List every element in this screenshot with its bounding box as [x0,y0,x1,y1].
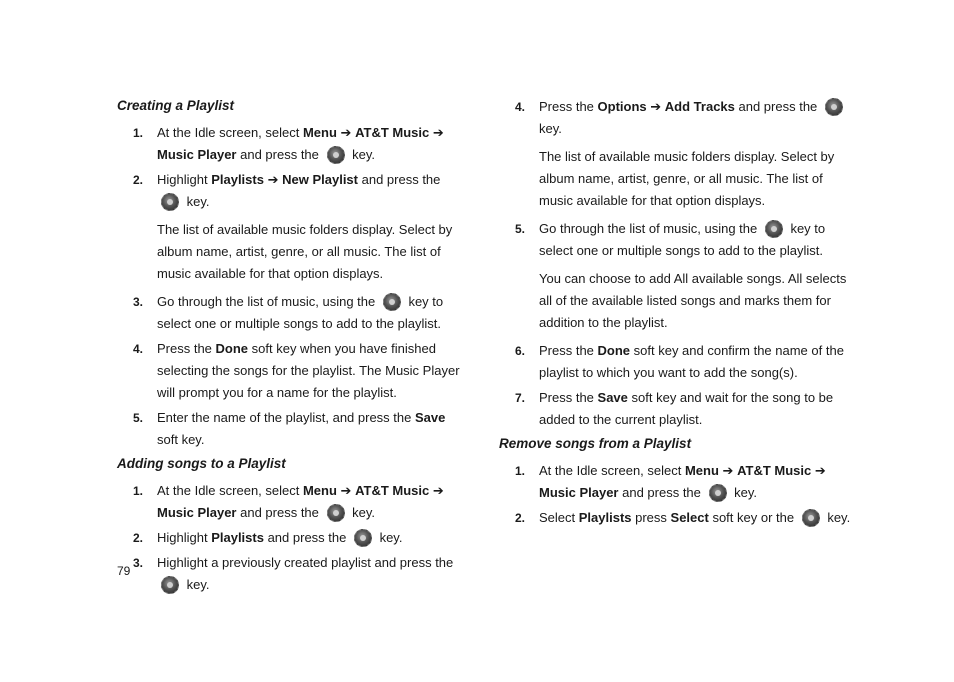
navigation-key-icon [161,576,179,594]
step-number: 3. [133,556,144,570]
navigation-key-icon [327,504,345,522]
arrow-icon: ➔ [340,125,352,140]
navigation-key-icon [825,98,843,116]
step-text: Press the Done soft key when you have finished selecting the songs for the playlist. The Music Player will prompt you for a name for the playlist. [157,341,460,400]
step-item [117,169,469,285]
step-item [499,340,851,384]
step-text: Highlight Playlists ➔ New Playlist and press the key. [157,172,441,209]
step-number: 2. [133,173,144,187]
step-item [117,407,469,451]
step-text: Press the Done soft key and confirm the name of the playlist to which you want to add the song(s). [539,343,844,380]
step-number: 4. [133,342,144,356]
arrow-icon: ➔ [432,125,444,140]
step-text: At the Idle screen, select Menu ➔ AT&T Music ➔ Music Player and press the key. [157,483,444,520]
arrow-icon: ➔ [722,463,734,478]
step-item [499,387,851,431]
step-number: 1. [133,126,144,140]
step-text: Press the Save soft key and wait for the song to be added to the current playlist. [539,390,834,427]
step-item [499,218,851,334]
step-number: 4. [515,100,526,114]
step-number: 2. [515,511,526,525]
navigation-key-icon [709,484,727,502]
step-item [499,507,851,529]
arrow-icon: ➔ [340,483,352,498]
step-text: Highlight a previously created playlist and press the key. [157,555,454,592]
left-column [117,96,469,599]
section-title: Adding songs to a Playlist [117,456,286,471]
step-item [499,460,851,504]
page-number: 79 [117,564,131,578]
step-number: 6. [515,344,526,358]
step-number: 7. [515,391,526,405]
arrow-icon: ➔ [432,483,444,498]
navigation-key-icon [327,146,345,164]
step-item [117,122,469,166]
step-item [117,338,469,404]
step-number: 1. [515,464,526,478]
step-number: 1. [133,484,144,498]
section-adding-songs [117,454,469,596]
step-text: Go through the list of music, using the key to select one or multiple songs to add to the playlist. [539,221,826,258]
step-note: You can choose to add All available songs. All selects all of the available listed songs and marks them for addition to the playlist. [539,271,847,330]
arrow-icon: ➔ [814,463,826,478]
step-number: 5. [515,222,526,236]
step-item [117,552,469,596]
step-note: The list of available music folders display. Select by album name, artist, genre, or all music. The list of music available for that option displays. [157,222,453,281]
section-remove-songs [499,434,851,529]
step-item [499,96,851,212]
step-item [117,527,469,549]
step-text: Enter the name of the playlist, and press the Save soft key. [157,410,446,447]
section-adding-songs-continued [499,96,851,431]
navigation-key-icon [802,509,820,527]
step-text: Highlight Playlists and press the key. [157,530,403,545]
navigation-key-icon [354,529,372,547]
step-item [117,291,469,335]
section-creating-playlist [117,96,469,451]
section-title: Creating a Playlist [117,98,235,113]
step-text: Select Playlists press Select soft key or the key. [539,510,851,525]
arrow-icon: ➔ [650,99,662,114]
step-text: Press the Options ➔ Add Tracks and press the key. [539,96,851,140]
section-title: Remove songs from a Playlist [499,436,692,451]
step-number: 5. [133,411,144,425]
step-number: 3. [133,295,144,309]
navigation-key-icon [383,293,401,311]
right-column [499,96,851,532]
step-text: At the Idle screen, select Menu ➔ AT&T Music ➔ Music Player and press the key. [157,125,444,162]
navigation-key-icon [161,193,179,211]
arrow-icon: ➔ [267,172,279,187]
step-text: Go through the list of music, using the key to select one or multiple songs to add to the playlist. [157,294,444,331]
navigation-key-icon [765,220,783,238]
step-note: The list of available music folders display. Select by album name, artist, genre, or all music. The list of music available for that option displays. [539,149,835,208]
step-item [117,480,469,524]
step-number: 2. [133,531,144,545]
step-text: At the Idle screen, select Menu ➔ AT&T Music ➔ Music Player and press the key. [539,463,826,500]
